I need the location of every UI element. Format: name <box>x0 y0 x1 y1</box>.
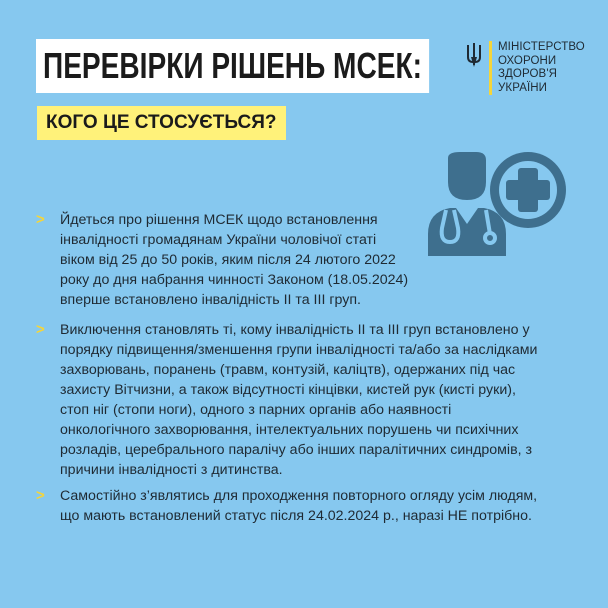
bullet-text <box>60 320 537 480</box>
chevron-right-icon: > <box>36 487 45 504</box>
text-line: стоп ніг (стопи ноги), одного з парних органів або наявності <box>60 402 452 418</box>
list-item <box>36 486 576 526</box>
text-line: онкологічного захворювання, інтелектуальних порушень чи психічних <box>60 422 519 438</box>
ministry-name <box>498 41 585 95</box>
ministry-logo <box>466 41 585 95</box>
text-line: що мають встановлений статус після 24.02.2024 р., наразі НЕ потрібно. <box>60 508 532 524</box>
text-line: вперше встановлено інвалідність ІІ та ІІІ груп. <box>60 292 361 308</box>
text-line: року до дня набрання чинності Законом (18.05.2024) <box>60 272 409 288</box>
ministry-line: УКРАЇНИ <box>498 81 548 94</box>
list-item <box>36 210 436 310</box>
text-line: Самостійно з’являтись для проходження повторного огляду усім людям, <box>60 488 538 504</box>
text-line: розладів, церебрального паралічу або інших паралітичних синдромів, з <box>60 442 532 458</box>
ministry-line: МІНІСТЕРСТВО <box>498 41 585 53</box>
text-line: захисту Вітчизни, а також відсутності кінцівки, кистей рук (кисті руки), <box>60 382 516 398</box>
text-line: інвалідності громадянам України чоловічої статі <box>60 232 377 248</box>
list-item <box>36 320 576 480</box>
text-line: Йдеться про рішення МСЕК щодо встановлення <box>60 212 378 228</box>
ministry-line: ЗДОРОВ'Я <box>498 68 558 80</box>
text-line: захворювань, поранень (травм, контузій, каліцтв), одержаних під час <box>60 362 516 378</box>
text-line: віком від 25 до 50 років, яким після 24 лютого 2022 <box>60 252 396 268</box>
text-line: Виключення становлять ті, кому інвалідність ІІ та ІІІ груп встановлено у <box>60 322 530 338</box>
text-line: порядку підвищення/зменшення групи інвалідності та/або за наслідками <box>60 342 538 358</box>
text-line: причини інвалідності з дитинства. <box>60 462 283 478</box>
trident-icon <box>466 43 482 69</box>
page-title: ПЕРЕВІРКИ РІШЕНЬ МСЕК: <box>36 39 429 93</box>
chevron-right-icon: > <box>36 321 45 338</box>
bullet-text <box>60 210 408 310</box>
ministry-divider <box>489 41 492 95</box>
chevron-right-icon: > <box>36 211 45 228</box>
page-subtitle: КОГО ЦЕ СТОСУЄТЬСЯ? <box>37 106 286 140</box>
doctor-plus-icon <box>420 152 568 256</box>
bullet-text <box>60 486 537 526</box>
ministry-line: ОХОРОНИ <box>498 54 557 67</box>
